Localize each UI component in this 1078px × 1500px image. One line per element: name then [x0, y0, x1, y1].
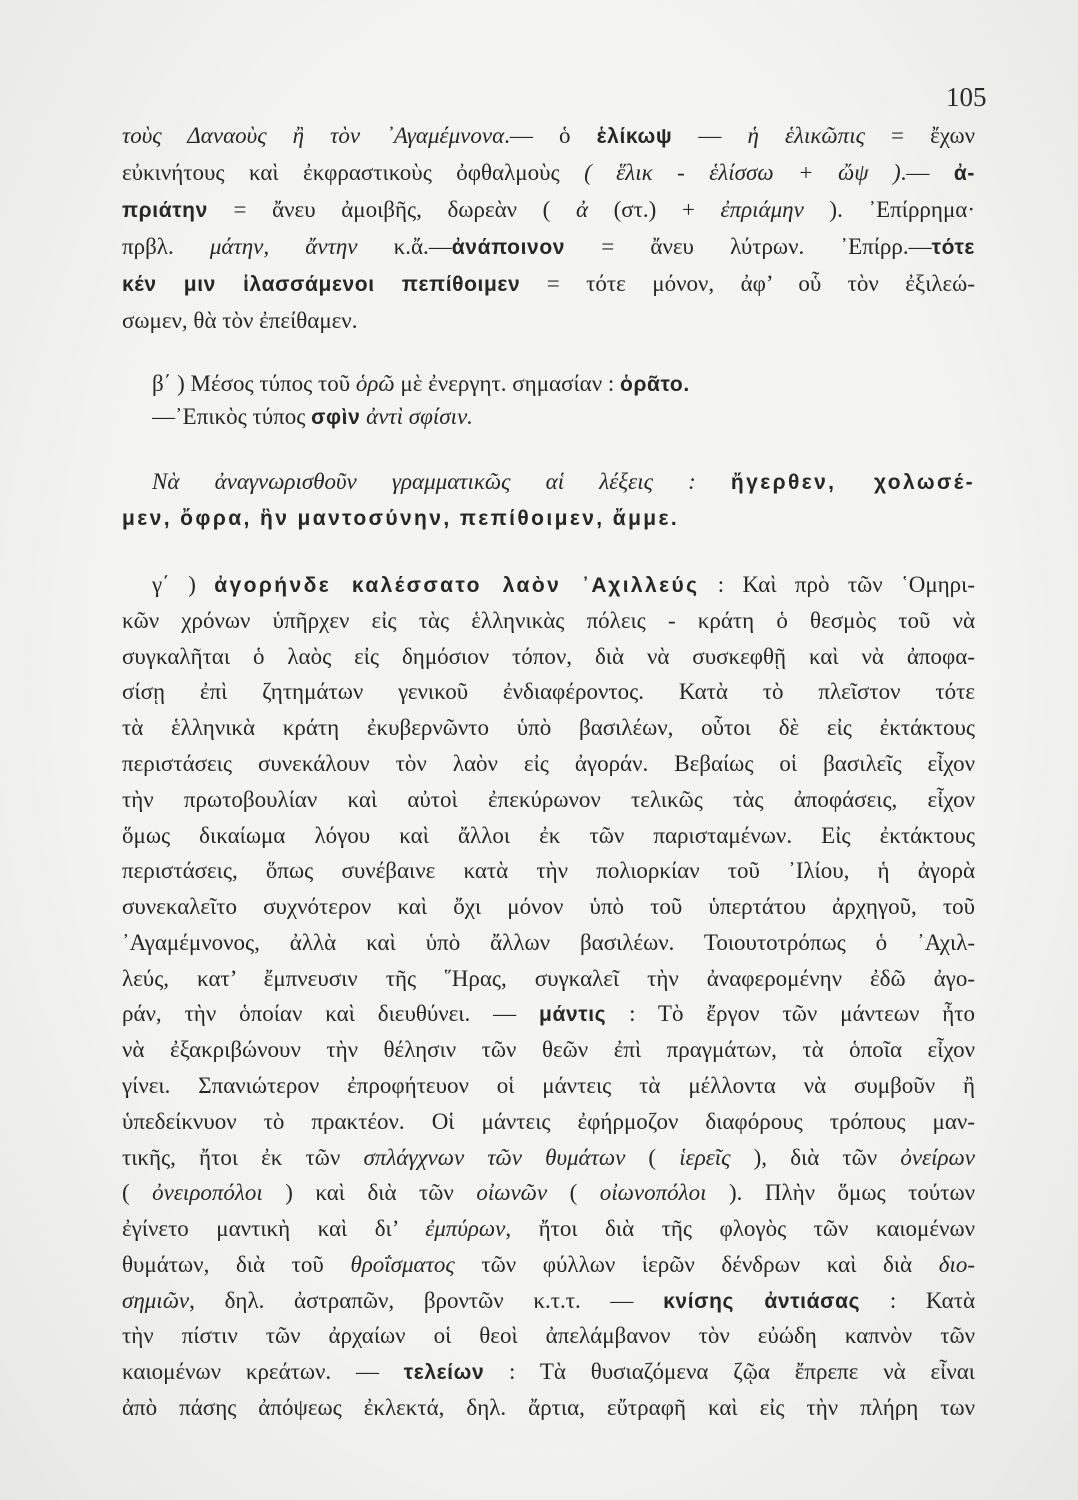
text-run: μὲ ἐνεργητ. σημασίαν :	[394, 370, 621, 396]
text-run	[696, 469, 731, 494]
italic-text: τοὺς Δαναοὺς ἢ τὸν ᾿Αγαμέμνονα	[122, 122, 505, 148]
text-line	[122, 1354, 975, 1390]
italic-text: Νὰ ἀναγνωρισθοῦν γραμματικῶς αἱ λέξεις :	[152, 469, 696, 494]
text-run: ὅμως δικαίωμα λόγου καὶ ἄλλοι ἐκ τῶν παρισταμένων. Εἰς ἐκτάκτους	[122, 822, 975, 848]
bold-term-spaced: ἤγερθεν, χολωσέ-	[730, 471, 975, 494]
italic-text: ἱερεῖς	[679, 1144, 731, 1170]
text-run: ), διὰ τῶν	[730, 1144, 901, 1170]
text-line	[122, 674, 975, 710]
text-run: .— ὁ	[504, 122, 597, 148]
text-run: β΄ ) Μέσος τύπος τοῦ	[152, 370, 356, 396]
italic-text: ὀνείρων	[900, 1144, 975, 1170]
text-line	[122, 154, 975, 191]
text-line	[152, 367, 975, 400]
text-line	[122, 1032, 975, 1068]
text-run: γ΄ )	[152, 572, 215, 598]
text-line	[122, 925, 975, 961]
page-number: 105	[946, 82, 987, 112]
italic-text: ἀντὶ σφίσιν.	[366, 403, 473, 429]
text-run: —	[672, 122, 748, 148]
text-line	[122, 639, 975, 675]
italic-text: θροΐσματος	[350, 1251, 455, 1277]
text-line	[122, 1283, 975, 1319]
italic-text: ἡ ἑλικῶπις	[747, 122, 865, 148]
text-run: ᾿Αγαμέμνονος, ἀλλὰ καὶ ὑπὸ ἄλλων βασιλέων. Τοιουτοτρόπως ὁ ᾿Αχιλ-	[122, 929, 975, 955]
text-run: , δηλ. ἀστραπῶν, βροντῶν κ.τ.τ. —	[189, 1287, 664, 1313]
bold-term-spaced: ἀγορήνδε καλέσσατο λαὸν ᾿Αχιλλεύς	[214, 574, 700, 598]
text-run: ὑπεδείκνυον τὸ πρακτέον. Οἱ μάντεις ἐφήρμοζον διαφόρους τρόπους μαν-	[122, 1108, 975, 1134]
text-line	[122, 1104, 975, 1140]
bold-term: ὁρᾶτο.	[620, 372, 690, 396]
italic-text: σπλάγχνων τῶν θυμάτων	[363, 1144, 626, 1170]
text-run: σίσῃ ἐπὶ ζητημάτων γενικοῦ ἐνδιαφέροντος. Κατὰ τὸ πλεῖστον τότε	[122, 679, 975, 705]
bold-term: τελείων	[403, 1361, 485, 1385]
text-run: : Τὸ ἔργον τῶν μάντεων ἦτο	[606, 1001, 975, 1027]
text-line	[122, 191, 975, 228]
bold-term: μάντις	[539, 1003, 607, 1027]
text-run: (στ.) +	[588, 196, 721, 222]
text-run: εὐκινήτους καὶ ἐκφραστικοὺς ὀφθαλμοὺς	[122, 159, 585, 185]
text-run: (	[547, 1180, 600, 1206]
text-line	[122, 853, 975, 889]
italic-text: ἀ	[575, 196, 589, 222]
text-line	[152, 400, 975, 433]
text-run: ἐγίνετο μαντικὴ καὶ δι’	[122, 1216, 426, 1242]
italic-text: διο-	[938, 1251, 975, 1277]
bold-term: τότε	[931, 235, 975, 259]
text-run: καιομένων κρεάτων. —	[122, 1359, 404, 1385]
text-run: τὴν πρωτοβουλίαν καὶ αὐτοὶ ἐπεκύρωνον τελικῶς τὰς ἀποφάσεις, εἶχον	[122, 786, 975, 812]
text-line	[122, 603, 975, 639]
text-run: λεύς, κατ’ ἔμπνευσιν τῆς ῞Ηρας, συγκαλεῖ τὴν ἀναφερομένην ἐδῶ ἀγο-	[122, 965, 975, 991]
text-run: τικῆς, ἤτοι ἐκ τῶν	[122, 1144, 364, 1170]
text-run: : Καὶ πρὸ τῶν ῾Ομηρι-	[699, 572, 975, 598]
italic-text: μάτην, ἄντην	[209, 233, 358, 259]
text-line	[122, 1068, 975, 1104]
italic-text: ὁρῶ	[355, 370, 395, 396]
text-line	[122, 1390, 975, 1426]
text-run: συγκαλῆται ὁ λαὸς εἰς δημόσιον τόπον, διὰ νὰ συσκεφθῇ καὶ νὰ ἀποφα-	[122, 643, 975, 669]
text-run: ). ᾿Επίρρημα·	[803, 196, 975, 222]
text-run: κ.ἄ.—	[357, 233, 452, 259]
italic-text: ( ἕλικ - ἑλίσσω + ὤψ )	[584, 159, 901, 185]
text-run: τὴν πίστιν τῶν ἀρχαίων οἱ θεοὶ ἀπελάμβανον τὸν εὐώδη καπνὸν τῶν	[122, 1323, 975, 1349]
text-run: = ἄνευ λύτρων. ᾿Επίρρ.—	[565, 233, 932, 259]
italic-text: σημιῶν	[122, 1287, 190, 1313]
text-line	[122, 1175, 975, 1211]
text-run: τῶν φύλλων ἱερῶν δένδρων καὶ διὰ	[454, 1251, 939, 1277]
text-line	[122, 818, 975, 854]
text-run: ἀπὸ πάσης ἀπόψεως ἐκλεκτά, δηλ. ἄρτια, εὔτραφῆ καὶ εἰς τὴν πλήρη των	[122, 1395, 975, 1421]
text-line	[152, 567, 975, 603]
text-run: πρβλ.	[122, 233, 210, 259]
text-run: περιστάσεις συνεκάλουν τὸν λαὸν εἰς ἀγοράν. Βεβαίως οἱ βασιλεῖς εἶχον	[122, 751, 975, 776]
italic-text: οἰωνῶν	[476, 1180, 548, 1206]
text-line	[122, 1318, 975, 1354]
text-run: .—	[900, 159, 954, 185]
text-run: —᾿Επικὸς τύπος	[152, 403, 312, 429]
bold-term: κνίσης ἀντιάσας	[663, 1289, 861, 1313]
text-line	[152, 464, 975, 500]
text-run: ) καὶ διὰ τῶν	[262, 1180, 477, 1206]
text-run: τὰ ἑλληνικὰ κράτη ἐκυβερνῶντο ὑπὸ βασιλέων, οὗτοι δὲ εἰς ἐκτάκτους	[122, 715, 975, 741]
text-line	[122, 889, 975, 925]
text-line	[122, 1211, 975, 1247]
text-run: γίνει. Σπανιώτερον ἐπροφήτευον οἱ μάντεις τὰ μέλλοντα νὰ συμβοῦν ἢ	[122, 1073, 975, 1099]
text-run: ράν, τὴν ὁποίαν καὶ διευθύνει. —	[122, 1001, 540, 1027]
text-run: : Κατὰ	[860, 1287, 975, 1313]
text-run: ). Πλὴν ὅμως τούτων	[706, 1180, 975, 1206]
bold-term: ἀνάποινον	[451, 235, 566, 259]
italic-text: ἐπριάμην	[720, 196, 804, 222]
text-line	[122, 782, 975, 818]
text-line	[122, 117, 975, 154]
text-run: νὰ ἐξακριβώνουν τὴν θέλησιν τῶν θεῶν ἐπὶ πραγμάτων, τὰ ὁποῖα εἶχον	[122, 1037, 975, 1063]
text-line	[122, 500, 975, 536]
text-line	[122, 1140, 975, 1176]
italic-text: οἰωνοπόλοι	[599, 1180, 707, 1206]
text-run: περιστάσεις, ὅπως συνέβαινε κατὰ τὴν πολιορκίαν τοῦ ᾿Ιλίου, ἡ ἀγορὰ	[122, 858, 975, 884]
bold-term: κέν μιν ἱλασσάμενοι πεπίθοιμεν	[122, 272, 521, 296]
text-run: θυμάτων, διὰ τοῦ	[122, 1251, 351, 1277]
text-line	[122, 265, 975, 302]
text-run: : Τὰ θυσιαζόμενα ζῷα ἔπρεπε νὰ εἶναι	[484, 1359, 975, 1385]
text-line	[122, 1247, 975, 1283]
text-line	[122, 996, 975, 1032]
bold-term: πριάτην	[122, 198, 208, 222]
text-line	[122, 302, 975, 339]
bold-term-spaced: μεν, ὄφρα, ἣν μαντοσύνην, πεπίθοιμεν, ἄμμε.	[122, 507, 680, 530]
text-run: , ἤτοι διὰ τῆς φλογὸς τῶν καιομένων	[505, 1216, 975, 1242]
text-line	[122, 961, 975, 997]
text-run: (	[625, 1144, 680, 1170]
italic-text: ὀνειροπόλοι	[152, 1180, 263, 1206]
text-line	[122, 228, 975, 265]
text-run: (	[122, 1180, 153, 1206]
text-line	[122, 746, 975, 782]
text-line	[122, 710, 975, 746]
bold-term: ἑλίκωψ	[596, 124, 673, 148]
text-run: κῶν χρόνων ὑπῆρχεν εἰς τὰς ἑλληνικὰς πόλεις - κράτη ὁ θεσμὸς τοῦ νὰ	[122, 607, 975, 633]
bold-term: ἀ-	[953, 161, 975, 185]
text-run: = ἔχων	[864, 122, 975, 148]
text-run: σωμεν, θὰ τὸν ἐπείθαμεν.	[122, 307, 358, 333]
italic-text: ἐμπύρων	[425, 1216, 506, 1242]
text-run: = ἄνευ ἀμοιβῆς, δωρεὰν (	[207, 196, 576, 222]
text-run: συνεκαλεῖτο συχνότερον καὶ ὄχι μόνον ὑπὸ τοῦ ὑπερτάτου ἀρχηγοῦ, τοῦ	[122, 894, 975, 920]
text-run: = τότε μόνον, ἀφ’ οὗ τὸν ἐξιλεώ-	[520, 270, 975, 296]
bold-term: σφὶν	[311, 405, 361, 429]
